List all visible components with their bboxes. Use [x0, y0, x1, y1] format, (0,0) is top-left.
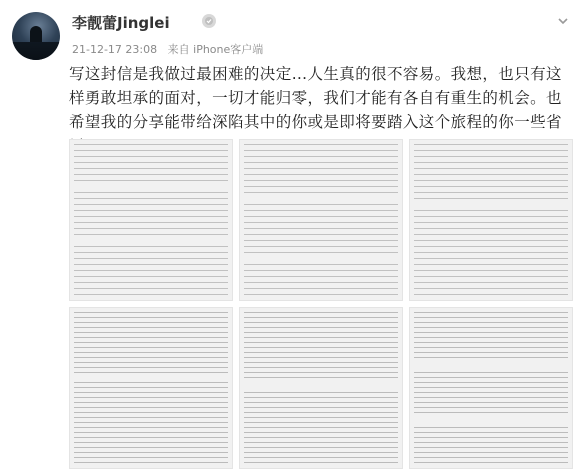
image-grid — [69, 139, 575, 469]
avatar[interactable] — [12, 12, 60, 60]
paragraph-gap — [240, 258, 402, 264]
image-tile-letter-page-5[interactable] — [239, 307, 403, 469]
post-text: 写这封信是我做过最困难的决定…人生真的很不容易。我想，也只有这样勇敢坦承的面对，一切才能归零，我们才能有各自有重生的机会。也希望我的分享能带给深陷其中的你或是即将要踏入这个旅程的你一些省 — [69, 65, 562, 131]
letter-text-lines — [414, 312, 568, 464]
paragraph-gap — [70, 238, 232, 244]
paragraph-gap — [410, 202, 572, 208]
image-tile-letter-page-1[interactable] — [69, 139, 233, 301]
post-time[interactable]: 21-12-17 23:08 — [72, 43, 158, 56]
paragraph-gap — [70, 376, 232, 382]
letter-text-lines — [74, 144, 228, 296]
letter-text-lines — [244, 144, 398, 296]
letter-text-lines — [74, 312, 228, 464]
paragraph-gap — [240, 382, 402, 388]
post-source[interactable]: 来自 iPhone客户端 — [167, 43, 264, 56]
paragraph-gap — [70, 186, 232, 192]
paragraph-gap — [410, 416, 572, 426]
image-tile-letter-page-4[interactable] — [69, 307, 233, 469]
image-tile-letter-page-2[interactable] — [239, 139, 403, 301]
avatar-skyline-shape — [12, 42, 60, 60]
letter-text-lines — [244, 312, 398, 464]
verified-badge-icon — [202, 14, 216, 28]
image-tile-letter-page-6[interactable] — [409, 307, 573, 469]
paragraph-gap — [410, 360, 572, 370]
letter-text-lines — [414, 144, 568, 296]
meta-separator — [161, 43, 165, 56]
image-tile-letter-page-3[interactable] — [409, 139, 573, 301]
username[interactable]: 李靓蕾Jinglei — [72, 14, 170, 32]
paragraph-gap — [240, 194, 402, 200]
post-meta — [72, 41, 263, 57]
chevron-down-icon[interactable] — [556, 13, 570, 27]
